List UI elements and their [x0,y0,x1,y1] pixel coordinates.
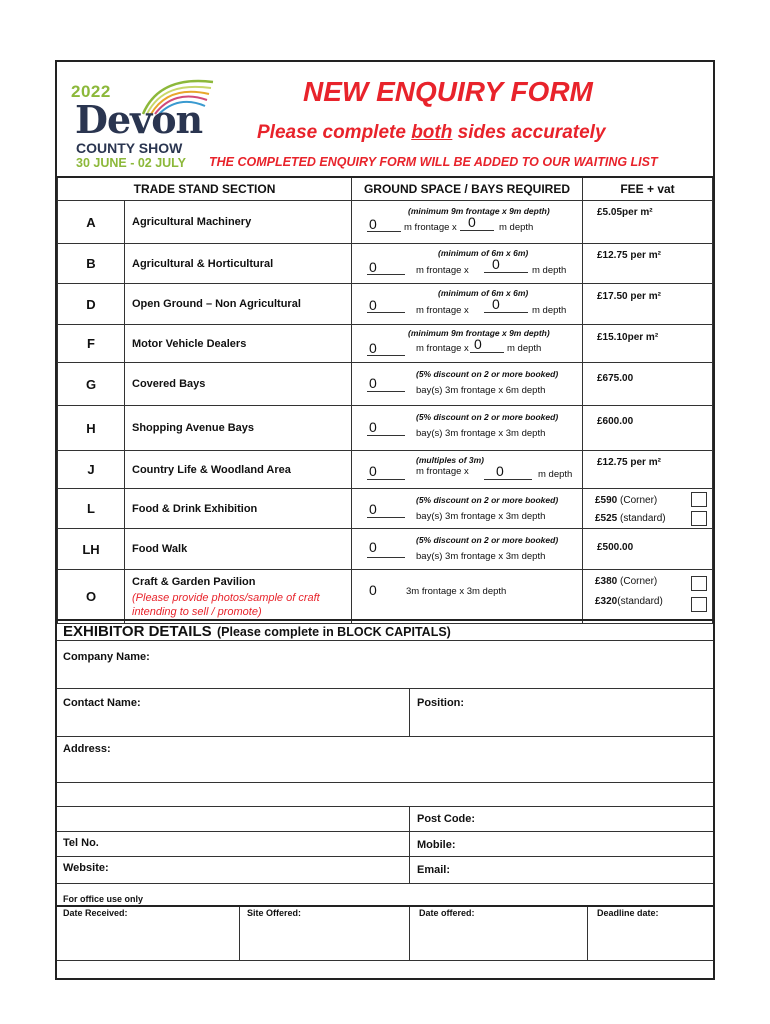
subtitle [257,122,606,144]
exhibitor-title: EXHIBITOR DETAILS [63,623,212,640]
frontage-input[interactable]: 0 [369,259,377,275]
section-code: O [58,570,125,624]
tel-row [57,832,713,857]
space-cell [352,451,583,489]
depth-input[interactable]: 0 [492,296,500,312]
section-code: L [58,489,125,529]
position-label: Position: [417,697,465,709]
space-cell [352,363,583,406]
frontage-underline [367,312,405,313]
depth-input[interactable]: 0 [492,256,500,272]
fee-standard [595,596,663,607]
logo-year: 2022 [71,82,111,101]
fee-value: £675.00 [597,373,634,384]
mobile-label: Mobile: [417,839,456,851]
fee-value: £12.75 per m² [597,457,661,468]
fee-standard [595,513,666,524]
fee-corner-value: £590 [595,495,618,506]
bays-unit: bay(s) 3m frontage x 3m depth [416,428,546,439]
company-name-label: Company Name: [63,651,150,663]
frontage-underline [367,231,401,232]
section-code: F [58,325,125,363]
fee-cell [583,489,713,529]
address-line-2[interactable] [57,783,713,807]
divider [409,857,410,883]
standard-checkbox[interactable] [691,597,707,612]
frontage-input[interactable]: 0 [369,216,377,232]
space-cell [352,284,583,325]
space-cell [352,529,583,570]
web-row [57,857,713,884]
bays-underline [367,517,405,518]
fee-value: £15.10per m² [597,332,659,343]
fee-corner-label: (Corner) [620,576,658,587]
exhibitor-details-header [57,619,713,641]
space-note: (minimum 9m frontage x 9m depth) [408,328,550,338]
space-note: (minimum of 6m x 6m) [438,248,529,258]
exhibitor-instruction: (Please complete in BLOCK CAPITALS) [217,625,451,639]
frontage-underline [367,274,405,275]
depth-underline [484,272,528,273]
postcode-label: Post Code: [417,813,476,825]
devon-county-show-logo [67,70,217,170]
table-row [58,325,713,363]
bays-underline [367,557,405,558]
depth-input[interactable]: 0 [474,336,482,352]
fee-cell [583,284,713,325]
waiting-list-notice: THE COMPLETED ENQUIRY FORM WILL BE ADDED TO OUR WAITING LIST [209,155,658,169]
space-note: (5% discount on 2 or more booked) [416,495,559,505]
fee-cell [583,244,713,284]
fee-standard-value: £525 [595,513,618,524]
fee-value: £17.50 per m² [597,291,661,302]
date-received-label: Date Received: [63,908,128,918]
table-row [58,529,713,570]
space-note: (5% discount on 2 or more booked) [416,535,559,545]
fee-corner-value: £380 [595,576,618,587]
section-name: Motor Vehicle Dealers [125,325,352,363]
table-row [58,363,713,406]
contact-name-label: Contact Name: [63,697,141,709]
fee-cell [583,201,713,244]
table-row [58,451,713,489]
logo-dates: 30 JUNE - 02 JULY [76,156,187,170]
contact-row [57,689,713,737]
table-row [58,201,713,244]
space-cell [352,406,583,451]
subtitle-post: sides accurately [452,122,606,143]
space-cell [352,201,583,244]
depth-input[interactable]: 0 [496,463,504,479]
section-name: Country Life & Woodland Area [125,451,352,489]
divider [409,907,410,961]
date-offered-label: Date offered: [419,908,475,918]
table-row [58,244,713,284]
section-code: B [58,244,125,284]
depth-underline [470,352,504,353]
office-use-title: For office use only [63,894,144,904]
fee-cell [583,570,713,624]
subtitle-emphasis: both [411,122,453,143]
fee-value: £600.00 [597,416,634,427]
email-label: Email: [417,864,451,876]
space-cell [352,489,583,529]
bays-unit: bay(s) 3m frontage x 3m depth [416,511,546,522]
space-cell [352,244,583,284]
postcode-row [57,807,713,832]
logo-subtitle: COUNTY SHOW [76,140,183,156]
divider [409,807,410,831]
tel-label: Tel No. [63,837,99,849]
divider [409,832,410,856]
fee-cell [583,529,713,570]
frontage-unit: m frontage x [416,466,469,477]
col-fee-header: FEE + vat [583,177,713,201]
frontage-unit: m frontage x [404,222,457,233]
fee-value: £500.00 [597,542,634,553]
section-code: J [58,451,125,489]
bays-input[interactable]: 0 [369,539,377,555]
section-name: Open Ground – Non Agricultural [125,284,352,325]
fee-cell [583,325,713,363]
frontage-underline [367,355,405,356]
trade-stand-table [57,176,713,624]
col-section-header: TRADE STAND SECTION [58,177,352,201]
address-field[interactable] [57,737,713,783]
section-code: G [58,363,125,406]
section-code: H [58,406,125,451]
section-name: Food & Drink Exhibition [125,489,352,529]
depth-input[interactable]: 0 [468,214,476,230]
bays-unit: bay(s) 3m frontage x 3m depth [416,551,546,562]
frontage-input[interactable]: 0 [369,582,377,598]
bays-underline [367,435,405,436]
section-code: D [58,284,125,325]
frontage-unit: m frontage x [416,265,469,276]
depth-unit: m depth [538,469,573,480]
fee-value: £5.05per m² [597,207,653,218]
deadline-label: Deadline date: [597,908,659,918]
depth-unit: m depth [507,343,542,354]
frontage-underline [367,479,405,480]
bays-input[interactable]: 0 [369,375,377,391]
section-name: Shopping Avenue Bays [125,406,352,451]
depth-unit: m depth [532,305,567,316]
subtitle-pre: Please complete [257,122,412,143]
bays-underline [367,391,405,392]
fee-corner-label: (Corner) [620,495,658,506]
space-note: (minimum 9m frontage x 9m depth) [408,206,550,216]
fee-corner [595,495,657,506]
divider [587,907,588,961]
fee-value: £12.75 per m² [597,250,661,261]
divider [409,689,410,736]
section-name: Agricultural Machinery [125,201,352,244]
fee-cell [583,363,713,406]
fee-cell [583,406,713,451]
section-name: Craft & Garden Pavilion [132,576,256,588]
bays-input[interactable]: 0 [369,501,377,517]
section-code: LH [58,529,125,570]
table-row [58,406,713,451]
depth-unit: m depth [532,265,567,276]
website-label: Website: [63,862,109,874]
section-name: Covered Bays [125,363,352,406]
form-header [57,62,713,178]
col-space-header: GROUND SPACE / BAYS REQUIRED [352,177,583,201]
fee-cell [583,451,713,489]
frontage-unit: 3m frontage x 3m depth [406,586,507,597]
fee-standard-label: (standard) [620,513,666,524]
section-note: (Please provide photos/sample of craft intending to sell / promote) [132,592,320,618]
corner-checkbox[interactable] [691,492,707,507]
depth-unit: m depth [499,222,534,233]
form-frame [55,60,715,980]
frontage-input[interactable]: 0 [369,463,377,479]
space-note: (multiples of 3m) [416,455,485,465]
space-note: (minimum of 6m x 6m) [438,288,529,298]
standard-checkbox[interactable] [691,511,707,526]
bays-unit: bay(s) 3m frontage x 6m depth [416,385,546,396]
space-note: (5% discount on 2 or more booked) [416,369,559,379]
fee-standard-label: (standard) [617,596,663,607]
section-name: Agricultural & Horticultural [125,244,352,284]
fee-standard-value: £320 [595,596,618,607]
frontage-unit: m frontage x [416,343,469,354]
company-name-field[interactable] [57,641,713,689]
space-cell [352,325,583,363]
frontage-input[interactable]: 0 [369,340,377,356]
space-cell [352,570,583,624]
space-note: (5% discount on 2 or more booked) [416,412,559,422]
table-row [58,284,713,325]
depth-underline [460,230,494,231]
address-label: Address: [63,743,111,755]
divider [239,907,240,961]
section-code: A [58,201,125,244]
site-offered-label: Site Offered: [247,908,302,918]
table-row [58,489,713,529]
page-title: NEW ENQUIRY FORM [303,76,593,107]
bays-input[interactable]: 0 [369,419,377,435]
office-use-table [57,905,713,961]
depth-underline [484,479,532,480]
table-row [58,570,713,624]
fee-corner [595,576,657,587]
frontage-unit: m frontage x [416,305,469,316]
corner-checkbox[interactable] [691,576,707,591]
frontage-input[interactable]: 0 [369,297,377,313]
section-name: Food Walk [125,529,352,570]
logo-name: Devon [75,97,203,142]
section-name-cell [125,570,352,624]
depth-underline [484,312,528,313]
